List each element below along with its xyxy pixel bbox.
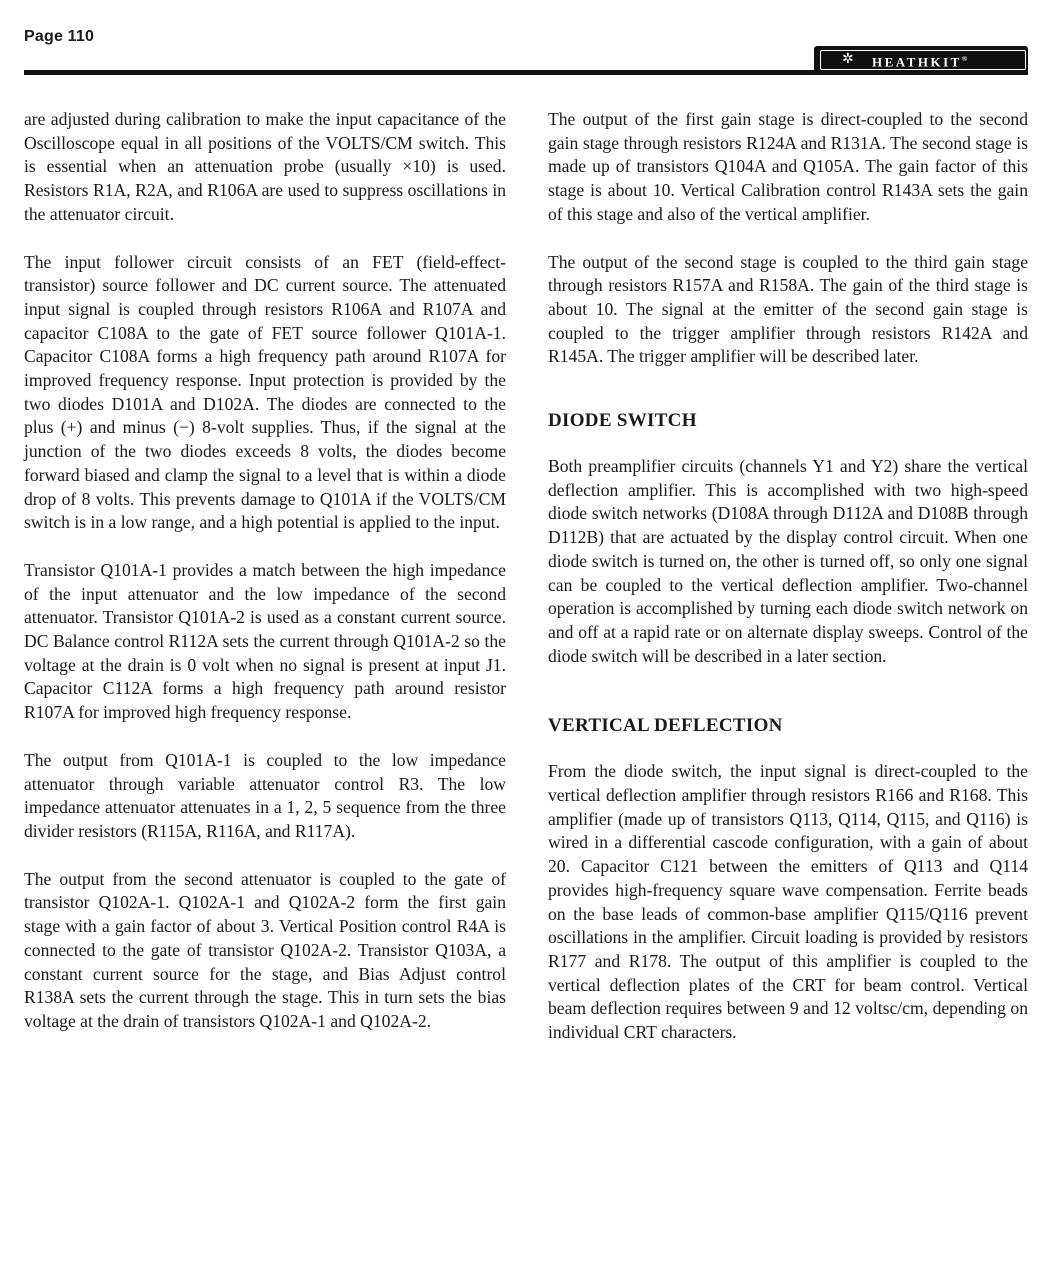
paragraph: Both preamplifier circuits (channels Y1 and Y2) share the vertical deflection amplifier. This is accomplished with two high-speed diode switch networks (D108A through D112A and D108B through D112B) that are actuated by the display control circuit. When one diode switch is turned on, the other is turned off, so only one signal can be coupled to the vertical deflection amplifier. Two-channel operation is accomplished by turning each diode switch network on and off at a rapid rate or on alternate display sweeps. Control of the diode switch will be described in a later section. — [548, 456, 1028, 666]
paragraph: are adjusted during calibration to make the input capacitance of the Oscilloscope equal in all positions of the VOLTS/CM switch. This is essential when an attenuation probe (usually ×10) is used. Resistors R1A, R2A, and R106A are used to suppress oscillations in the attenuator circuit. — [24, 109, 506, 224]
paragraph: The output of the first gain stage is direct-coupled to the second gain stage through resistors R124A and R131A. The second stage is made up of transistors Q104A and Q105A. The gain factor of this stage is about 10. Vertical Calibration control R143A sets the gain of this stage and also of the vertical amplifier. — [548, 109, 1028, 224]
right-column — [548, 108, 1028, 1069]
heathkit-logo — [814, 46, 1028, 72]
paragraph: The output from the second attenuator is coupled to the gate of transistor Q102A-1. Q102A-1 and Q102A-2 form the first gain stage with a gain factor of about 3. Vertical Position control R4A is connected to the gate of transistor Q102A-2. Transistor Q103A, a constant current source for the stage, and Bias Adjust control R138A sets the current through the stage. This in turn sets the bias voltage at the drain of transistors Q102A-1 and Q102A-2. — [24, 868, 506, 1031]
paragraph: From the diode switch, the input signal is direct-coupled to the vertical deflection amplifier through resistors R166 and R168. This amplifier (made up of transistors Q113, Q114, Q115, and Q116) is wired in a differential cascode configuration, with a gain of about 20. Capacitor C121 between the emitters of Q113 and Q114 provides high-frequency square wave compensation. Ferrite beads on the base leads of common-base amplifier Q115/Q116 prevent oscillations in the amplifier. Circuit loading is provided by resistors R177 and R178. The output of this amplifier is coupled to the vertical deflection plates of the CRT for beam control. Vertical beam deflection requires between 9 and 12 voltsc/cm, depending on individual CRT characters. — [548, 761, 1028, 1043]
paragraph: The output of the second stage is coupled to the third gain stage through resistors R157A and R158A. The gain of the third stage is about 10. The signal at the emitter of the second gain stage is coupled to the trigger amplifier through resistors R142A and R145A. The trigger amplifier will be described later. — [548, 251, 1028, 367]
header-rule — [24, 70, 1028, 75]
paragraph: Transistor Q101A-1 provides a match between the high impedance of the input attenuator and the low impedance of the second attenuator. Transistor Q101A-2 is used as a constant current source. DC Balance control R112A sets the current through Q101A-2 so the voltage at the drain is 0 volt when no signal is present at input J1. Capacitor C112A forms a high frequency path around resistor R107A for improved high frequency response. — [24, 559, 506, 723]
atom-icon: ✲ — [842, 51, 854, 67]
left-column — [24, 108, 506, 1058]
section-heading-vertical-deflection: VERTICAL DEFLECTION — [548, 715, 783, 737]
brand-name: HEATHKIT® — [872, 54, 968, 70]
registered-mark: ® — [961, 55, 968, 63]
section-heading-diode-switch: DIODE SWITCH — [548, 410, 697, 432]
paragraph: The output from Q101A-1 is coupled to the low impedance attenuator through variable attenuator control R3. The low impedance attenuator attenuates in a 1, 2, 5 sequence from the three divider resistors (R115A, R116A, and R117A). — [24, 749, 506, 841]
paragraph: The input follower circuit consists of an FET (field-effect-transistor) source follower and DC current source. The attenuated input signal is coupled through resistors R106A and R107A and capacitor C108A to the gate of FET source follower Q101A-1. Capacitor C108A forms a high frequency path around R107A for improved frequency response. Input protection is provided by the two diodes D101A and D102A. The diodes are connected to the plus (+) and minus (−) 8-volt supplies. Thus, if the signal at the junction of the two diodes exceeds 8 volts, the diodes become forward biased and clamp the signal to a level that is within a diode drop of 8 volts. This prevents damage to Q101A if the VOLTS/CM switch is in a low range, and a high potential is applied to the input. — [24, 251, 506, 533]
page-number: Page 110 — [24, 28, 95, 45]
